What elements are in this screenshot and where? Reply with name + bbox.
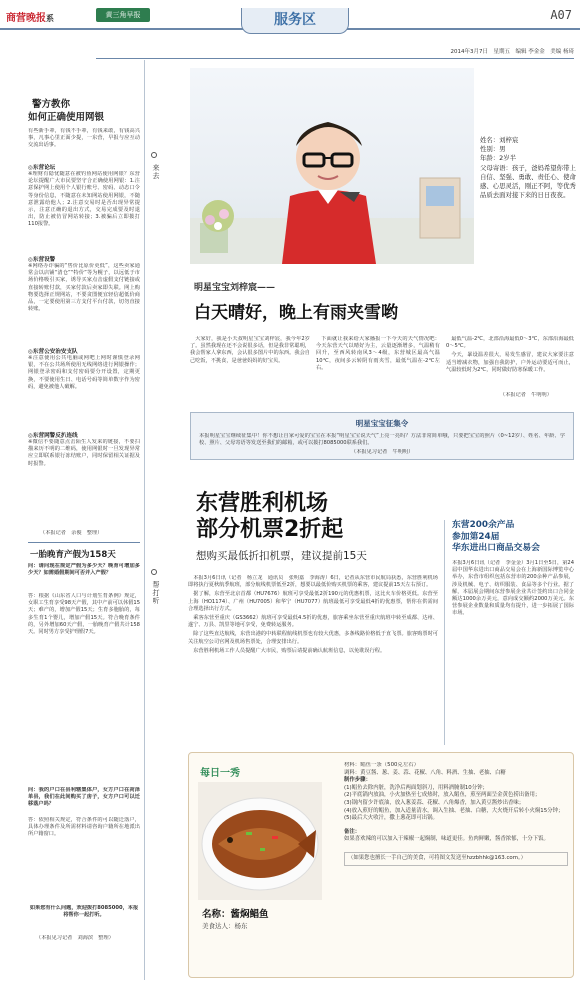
item-body: ※微信不要随意点击陌生人发来的链接，不要扫描来历不明的二维码，使用网银时一旦发现异常应立即联系银行冻结账户，同时保留相关证据及时报警。 bbox=[28, 439, 140, 467]
item-head: ◎东营设警 bbox=[28, 257, 56, 263]
baby-credit: （本报记者 牛明明） bbox=[500, 392, 552, 398]
expo-headline bbox=[452, 520, 576, 555]
header-rule bbox=[96, 58, 574, 59]
qa-answer: 答：依照相关规定，符合条件的可以随迁落户，具体办理条件及所需材料请咨询户籍所在地派出所户籍窗口。 bbox=[28, 817, 140, 838]
article1-title-line2: 如何正确使用网银 bbox=[28, 112, 105, 123]
item-body: ※理财有隐忧随意在被钓鱼网站使用网银？东营论坛提醒广大市民要坚守合正确使用网银：1.注意保护网上使用个人银行账号、密码、动态口令等身份信息，不随意在未知网站使用网银，不随意泄露给他人；2.注意交易时是否出现异常提示，注意正确的退出方式，交易完成要及时退出，防止被仿冒网站转接；3.被骗后立即拨打110报警。 bbox=[28, 171, 140, 228]
airport-headline-line1: 东营胜利机场 bbox=[196, 491, 329, 516]
item-body: ※注意使用公共电脑或网吧上网时谨慎登录网银，不在公共场所使用无线网络进行网银操作；网银登录密码和支付密码要分开设置，定期更换，不要使用生日、电话号码等简单数字作为密码，避免被他人破解。 bbox=[28, 355, 140, 390]
article1-item bbox=[28, 347, 140, 427]
item-head: ◎东营公安治安支队 bbox=[28, 349, 78, 355]
recipe-step: (5)最后大火收汁，撒上葱花即可出锅。 bbox=[344, 815, 438, 822]
recipe-step: (3)锅内留少许底油，放入葱姜蒜、花椒、八角爆香，加入黄豆酱炒出香味； bbox=[344, 799, 525, 806]
airport-headline-line2: 部分机票2折起 bbox=[196, 517, 344, 542]
article1-item bbox=[28, 431, 140, 511]
article1-item bbox=[28, 163, 140, 251]
profile-name: 姓名：刘梓宸 bbox=[480, 136, 519, 144]
expo-headline-line: 参加第24届 bbox=[452, 531, 500, 542]
recipe-steps-label: 制作步骤： bbox=[344, 777, 371, 784]
side-label-laiqu bbox=[151, 145, 161, 180]
section-title: 服务区 bbox=[241, 8, 349, 34]
recipe-step: (2)平底锅内放油，小火加热至七成热时，放入鲳鱼，煎至两面呈金黄色捞出备用； bbox=[344, 792, 541, 799]
contest-body: 本报明星宝宝继续征集中！你不想让自家可爱的宝宝在本报“明星宝宝说天气”上亮一亮吗？方法非常简单哦，只要把宝宝的照片（0~12岁）、姓名、年龄、学校、照片、父母寄语等发送至我们的邮箱，或可以拨打8085000联系我们。 bbox=[199, 433, 565, 447]
airport-paragraph: 本报3月6日讯（记者 杨立龙 通讯员 张明嘉 李海涛）6日，记者从东营市民航局获悉，东营胜利机场即将执行夏秋航季航班，部分航线机票低至2折，想要以最低价购买机票的乘客，建议提前15天左右预订。 bbox=[188, 575, 438, 589]
baby-profile bbox=[480, 136, 576, 200]
qa-question: 问：请问现在规定产假为多少天？晚育可增加多少天？如需婚假期间可否并入产假？ bbox=[28, 563, 140, 577]
sub-paper-badge: 黄三角早报 bbox=[96, 8, 150, 22]
weather-paragraph: 最低气温-2℃，北部沿海最低0～3℃，东部沿海最低0～5℃。 bbox=[446, 336, 574, 350]
recipe-note-label: 备注： bbox=[344, 828, 361, 835]
recipe-author: 美食达人：杨东 bbox=[202, 922, 248, 930]
article2-qa bbox=[28, 563, 140, 893]
left-section-rule bbox=[28, 542, 140, 543]
baby-weather-col2 bbox=[316, 336, 440, 390]
article2-footer: 如果您有什么问题，欢迎拨打8085000，本报将帮你一起打听。 bbox=[29, 905, 139, 919]
recipe-seasonings: 调料：黄豆酱、葱、姜、蒜、花椒、八角、料酒、生抽、老抽、白糖 bbox=[344, 769, 506, 776]
dateline: 2014年3月7日 星期五 编辑 李金金 美编 杨琦 bbox=[450, 49, 574, 55]
parent-message: 父母寄语：孩子，爸妈希望你带上自信、坚强、勇敢、责任心、使命感、心思灵活，刚正不阿，等优秀品质去面对接下来的日日夜夜。 bbox=[480, 164, 576, 199]
baby-photo bbox=[190, 68, 474, 264]
recipe-ingredients: 材料：鲳鱼一条（500克左右） bbox=[344, 762, 419, 768]
recipe-note: 如果喜欢辣的可以加入干辣椒一起焖制，味道更佳。鱼肉鲜嫩，酱香浓郁，十分下饭。 bbox=[344, 836, 549, 843]
recipe-photo bbox=[198, 782, 322, 900]
recipe-section-title: 每日一秀 bbox=[200, 768, 240, 779]
expo-divider bbox=[444, 520, 445, 745]
baby-weather-col1 bbox=[190, 336, 310, 384]
side-label-bangdating bbox=[151, 562, 161, 605]
baby-caption: 明星宝宝刘梓宸—— bbox=[194, 283, 276, 293]
qa-question: 问：我的户口在县利辖集体户，女方户口在菏泽单县，我们在此间购买了房子，女方户口可以迁移落户吗？ bbox=[28, 787, 140, 808]
recipe-step: (4)放入煎好的鲳鱼，加入适量清水，调入生抽、老抽、白糖，大火烧开后转小火焖15分钟； bbox=[344, 807, 564, 814]
airport-paragraph: 乘客东营至重庆（GS3662）航班可享受最低4.5折的优惠，旅客乘坐东营至重庆航班中转至成都、达州、遂宁、万县、凯里等地可享受，免费转运服务。 bbox=[188, 615, 438, 629]
expo-body: 本报3月6日讯（记者 李金金）3月1日至5日，第24届中国华东进出口商品交易会在上海新国际博览中心举办，东营市组织包括东营市的200余种产品参展，涉及机械、电子、纺织服装、食品等多个行业。据了解，本届展会期间东营参展企业共计签约出口合同金额达1000余万美元，意向成交额约2000万美元。东营参展企业数量和质量均有提升，进一步拓展了国际市场。 bbox=[452, 560, 574, 617]
weather-paragraph: 今天，暴设温差很大，易发生感冒，建议大家要注意适当增减衣物，加强自我防护，户外运动要适可而止，气温较低时为2℃，同时做好防寒保暖工作。 bbox=[446, 352, 574, 373]
article1-title-line1: 警方教你 bbox=[32, 99, 71, 110]
article1-credit: （本报记者 余俊 整理） bbox=[40, 530, 103, 536]
side-label-text: 来去 bbox=[152, 164, 160, 180]
profile-age: 年龄：2岁半 bbox=[480, 154, 517, 162]
article1-intro: 有些新手辈，有钱不手辈，有钱来敢，有钱高兴事，凡事心里正面少提，一东营，早报与应互动交流出话事。 bbox=[28, 128, 140, 149]
circle-icon bbox=[151, 569, 157, 575]
qa-item bbox=[28, 787, 140, 887]
recipe-submission: （如果您也擅长一手自己的美食，可将图文发送至hzzbhhk@163.com。） bbox=[344, 852, 568, 866]
recipe-dish-name: 名称：酱焖鲳鱼 bbox=[202, 909, 269, 920]
airport-body bbox=[188, 575, 438, 745]
weather-paragraph: 下面就让我来给大家播报一下今天的天气情况吧：今天东营天气以晴好为主，云量逐渐增多，气温稍有回升，至西风转南风3～4级，东营城区最高气温10℃，夜间多云转阴有雨夹雪，最低气温在-2℃左右。 bbox=[316, 336, 440, 371]
newspaper-logo: 商营晚报系 bbox=[6, 13, 54, 24]
circle-icon bbox=[151, 152, 157, 158]
contest-title: 明星宝宝征集令 bbox=[355, 419, 409, 428]
baby-illustration bbox=[190, 68, 474, 264]
profile-gender: 性别：男 bbox=[480, 145, 506, 153]
side-label-text: 帮打听 bbox=[152, 581, 160, 605]
recipe-step: (1)鲳鱼去除内脏，洗净后两面划斜刀，用料酒腌制10分钟； bbox=[344, 784, 488, 791]
baby-headline: 白天晴好，晚上有雨夹雪哟 bbox=[194, 303, 398, 323]
item-body: ※网络办诈骗的“售价比原价更低”，这些卖家通常会以店铺“清仓”“特价”等为幌子，以远低于市场价格吸引买家，诱导买家点击虚假支付链接或直接转账付款，买家付款后卖家即失联。网上购物要选择正规网站，不要贪图便宜轻信超低价商品，一定要使用第三方支付平台付款，切勿直接转账。 bbox=[28, 263, 140, 313]
weather-paragraph: 大家好，我是小天叔明星宝宝刘梓宸，我今年2岁了。虽然我现在还不会说很多话，但是我非常聪明，我会帮家人拿东西，会认很多图片中的东西。我会自己吃饭，不挑食，是爸爸妈妈的好宝贝。 bbox=[190, 336, 310, 364]
airport-paragraph: 据了解，东营至北京首都（HU7676）航班可享受最低2折190元的优惠机票，这比火车价格更低。东营至上海（HO1174）、广州（HU7005）和华宁（HU7077）航班最低可享受最低4折的优惠票，帮你在供需间合理选择出行方式。 bbox=[188, 591, 438, 612]
article2-credit: （本报见习记者 刘海滨 整理） bbox=[36, 935, 114, 941]
qa-answer: 答：根据《山东省人口与计划生育条例》规定，女职工生育享受98天产假，其中产前可以休假15天；难产的，增加产假15天；生育多胞胎的，每多生育1个婴儿，增加产假15天。符合晚育条件的，另外增加60天产假，一胎晚育产假共计158天。同时男方享受护理假7天。 bbox=[28, 593, 140, 636]
item-head: ◎东营网警反扒连线 bbox=[28, 433, 78, 439]
expo-headline-line: 东营200余产品 bbox=[452, 520, 515, 530]
fish-dish-illustration bbox=[198, 782, 322, 900]
left-column-divider bbox=[144, 60, 145, 980]
airport-paragraph: 除了这些直达航线，东营出港的中转联程航线机票也有较大优惠，多条线路价格低于直飞票。旅客购票时可关注航空公司官网及机场售票处，合理安排出行。 bbox=[188, 631, 438, 645]
page-number: A07 bbox=[550, 8, 572, 22]
airport-subhead: 想购买最低折扣机票，建议提前15天 bbox=[196, 550, 367, 562]
expo-headline-line: 华东进出口商品交易会 bbox=[452, 543, 540, 553]
baby-weather-col3 bbox=[446, 336, 574, 390]
recipe-text bbox=[344, 762, 568, 972]
article1-item bbox=[28, 255, 140, 343]
airport-paragraph: 东营胜利机场工作人员提醒广大市民，购票后请提前确认航班信息，以免耽误行程。 bbox=[193, 647, 386, 654]
article1-items bbox=[28, 163, 140, 515]
contest-credit: （本报见习记者 牛明明） bbox=[351, 449, 414, 455]
contest-box bbox=[190, 412, 574, 460]
qa-item bbox=[28, 563, 140, 783]
item-head: ◎东营论坛 bbox=[28, 165, 56, 171]
article2-title: 一胎晚育产假为158天 bbox=[30, 550, 116, 560]
